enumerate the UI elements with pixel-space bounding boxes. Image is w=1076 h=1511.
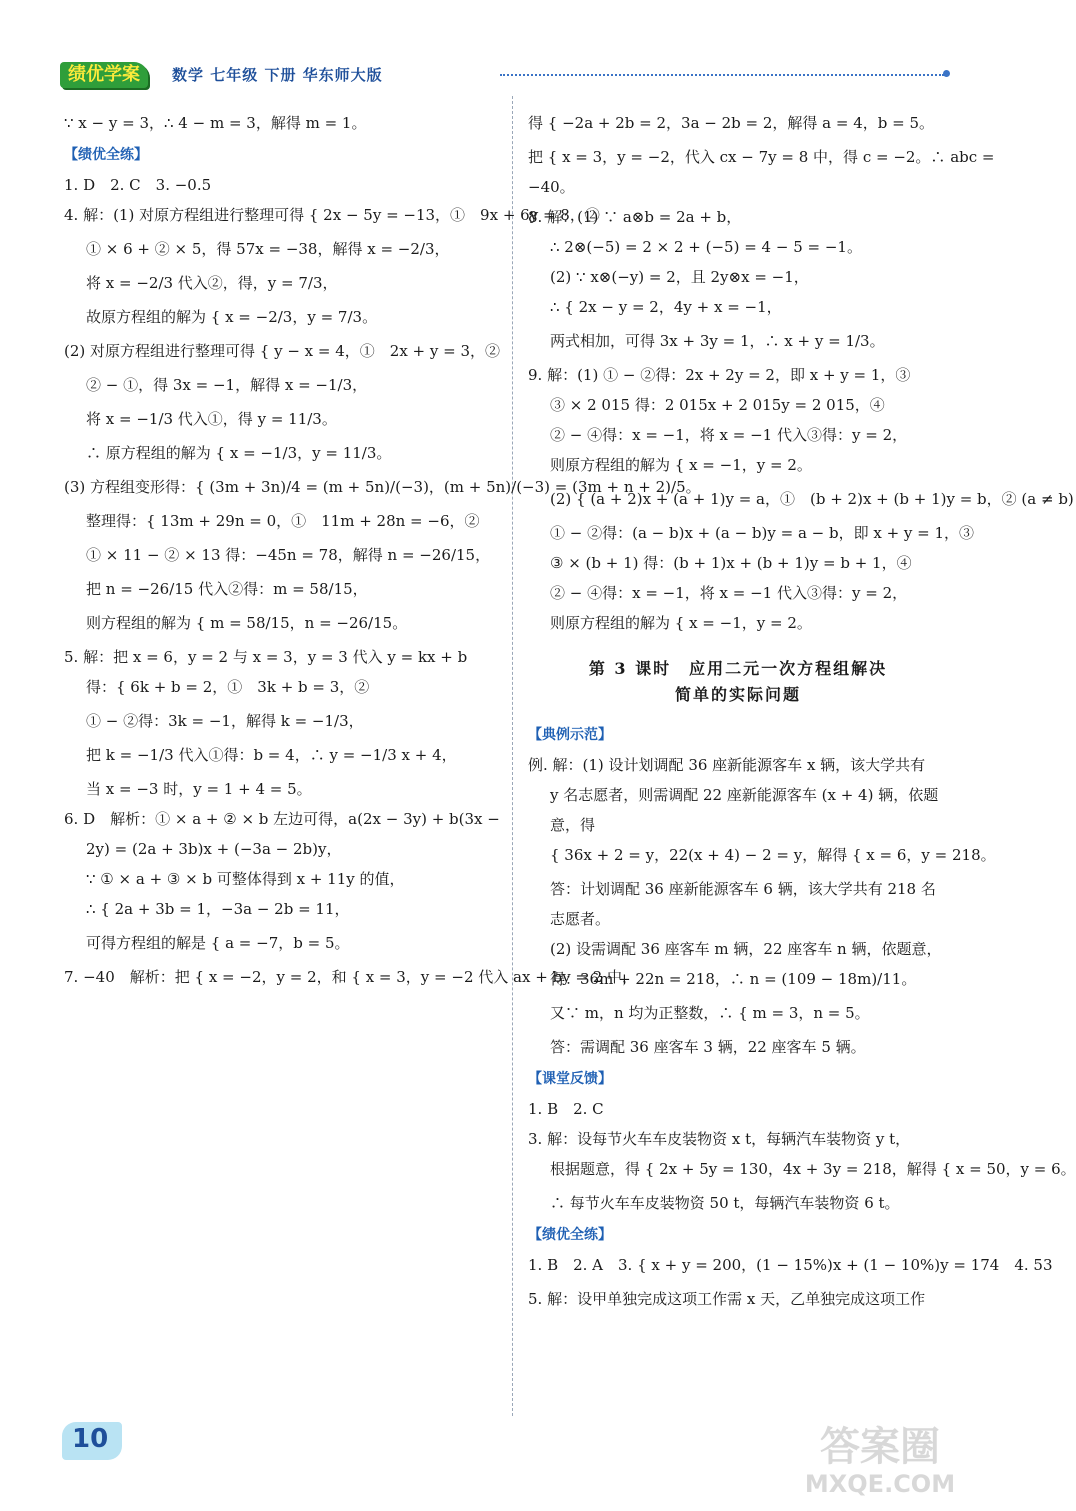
text-line: ∴ 每节火车车皮装物资 50 t，每辆汽车装物资 6 t。 (550, 1194, 900, 1212)
text-line: ∵ ① × a + ③ × b 可整体得到 x + 11y 的值， (86, 870, 405, 888)
text-line: (2) 对原方程组进行整理可得 { y − x = 4，① 2x + y = 3，② (64, 342, 501, 360)
answer-line: 1. D 2. C 3. −0.5 (64, 176, 212, 194)
header-rule-dot (943, 70, 950, 77)
text-line: 则方程组的解为 { m = 58/15，n = −26/15。 (86, 614, 408, 632)
header-subject: 数学 七年级 下册 华东师大版 (172, 66, 383, 84)
text-line: 把 n = −26/15 代入②得：m = 58/15， (86, 580, 368, 598)
answer-line: 4. 解：(1) 对原方程组进行整理可得 { 2x − 5y = −13，① 9x + 6y = 8，② (64, 206, 600, 224)
text-line: ① × 11 − ② × 13 得：−45n = 78，解得 n = −26/15， (86, 546, 491, 564)
text-line: y 名志愿者，则需调配 22 座新能源客车 (x + 4) 辆，依题 (550, 786, 939, 804)
answer-line: 9. 解：(1) ① − ②得：2x + 2y = 2，即 x + y = 1，③ (528, 366, 911, 384)
text-line: 又∵ m，n 均为正整数，∴ { m = 3，n = 5。 (550, 1004, 870, 1022)
text-line: ∴ { 2x − y = 2，4y + x = −1， (550, 298, 782, 316)
text-line: ∴ 2⊗(−5) = 2 × 2 + (−5) = 4 − 5 = −1。 (550, 238, 862, 256)
text-line: (2) 设需调配 36 座客车 m 辆，22 座客车 n 辆，依题意， (550, 940, 942, 958)
text-line: ① − ②得：3k = −1，解得 k = −1/3， (86, 712, 364, 730)
text-line: 2y) = (2a + 3b)x + (−3a − 2b)y， (86, 840, 342, 858)
text-line: (2) ∵ x⊗(−y) = 2，且 2y⊗x = −1， (550, 268, 809, 286)
text-line: ③ × (b + 1) 得：(b + 1)x + (b + 1)y = b + 1，④ (550, 554, 912, 572)
text-line: ① − ②得：(a − b)x + (a − b)y = a − b，即 x + y = 1，③ (550, 524, 975, 542)
text-line: ∵ x − y = 3，∴ 4 − m = 3，解得 m = 1。 (64, 114, 367, 132)
text-line: 将 x = −1/3 代入①，得 y = 11/3。 (86, 410, 337, 428)
watermark-url: MXQE.COM (804, 1470, 956, 1498)
text-line: ③ × 2 015 得：2 015x + 2 015y = 2 015，④ (550, 396, 885, 414)
brand-logo: 绩优学案 (60, 62, 148, 88)
column-divider (512, 96, 513, 1416)
text-line: 整理得：{ 13m + 29n = 0，① 11m + 28n = −6，② (86, 512, 480, 530)
text-line: ① × 6 + ② × 5，得 57x = −38，解得 x = −2/3， (86, 240, 450, 258)
text-line: 当 x = −3 时，y = 1 + 4 = 5。 (86, 780, 312, 798)
text-line: 答：计划调配 36 座新能源客车 6 辆，该大学共有 218 名 (550, 880, 936, 898)
section-tag: 【典例示范】 (528, 727, 612, 743)
text-line: 答：需调配 36 座客车 3 辆，22 座客车 5 辆。 (550, 1038, 866, 1056)
watermark-title: 答案圈 (820, 1424, 940, 1470)
text-line: ② − ④得：x = −1，将 x = −1 代入③得：y = 2， (550, 584, 908, 602)
answer-line: 7. −40 解析：把 { x = −2，y = 2，和 { x = 3，y = −2 代入 ax + by = 2 中， (64, 968, 638, 986)
text-line: 得：36m + 22n = 218，∴ n = (109 − 18m)/11。 (550, 970, 917, 988)
text-line: 意，得 (550, 816, 596, 834)
text-line: −40。 (528, 178, 575, 196)
page-header (60, 62, 950, 92)
answer-line: 5. 解：设甲单独完成这项工作需 x 天，乙单独完成这项工作 (528, 1290, 926, 1308)
text-line: 将 x = −2/3 代入②，得，y = 7/3， (86, 274, 338, 292)
answer-line: 3. 解：设每节火车车皮装物资 x t，每辆汽车装物资 y t， (528, 1130, 911, 1148)
section-tag: 【绩优全练】 (528, 1227, 612, 1243)
text-line: 可得方程组的解是 { a = −7，b = 5。 (86, 934, 350, 952)
answer-line: 1. B 2. A 3. { x + y = 200，(1 − 15%)x + (1 − 10%)y = 174 4. 53 (528, 1256, 1053, 1274)
text-line: 得：{ 6k + b = 2，① 3k + b = 3，② (86, 678, 370, 696)
text-line: 则原方程组的解为 { x = −1，y = 2。 (550, 614, 812, 632)
lesson-title-line: 简单的实际问题 (674, 685, 801, 704)
text-line: 两式相加，可得 3x + 3y = 1，∴ x + y = 1/3。 (550, 332, 885, 350)
lesson-title-line: 第 3 课时 应用二元一次方程组解决 (588, 659, 888, 678)
text-line: 根据题意，得 { 2x + 5y = 130，4x + 3y = 218，解得 { x = 50，y = 6。 (550, 1160, 1076, 1178)
text-line: ∴ { 2a + 3b = 1，−3a − 2b = 11， (86, 900, 350, 918)
text-line: ∴ 原方程组的解为 { x = −1/3，y = 11/3。 (86, 444, 392, 462)
section-tag: 【课堂反馈】 (528, 1071, 612, 1087)
text-line: 把 k = −1/3 代入①得：b = 4，∴ y = −1/3 x + 4， (86, 746, 457, 764)
answer-line: 例. 解：(1) 设计划调配 36 座新能源客车 x 辆，该大学共有 (528, 756, 926, 774)
text-line: 志愿者。 (550, 910, 611, 928)
right-column (528, 112, 1076, 1318)
text-line: 故原方程组的解为 { x = −2/3，y = 7/3。 (86, 308, 378, 326)
header-dotted-rule (500, 74, 944, 76)
answer-line: 1. B 2. C (528, 1100, 604, 1118)
text-line: 则原方程组的解为 { x = −1，y = 2。 (550, 456, 812, 474)
lesson-title (528, 656, 948, 708)
text-line: ② − ①，得 3x = −1，解得 x = −1/3， (86, 376, 368, 394)
text-line: { 36x + 2 = y，22(x + 4) − 2 = y，解得 { x = 6，y = 218。 (550, 846, 996, 864)
text-line: (3) 方程组变形得：{ (3m + 3n)/4 = (m + 5n)/(−3)，(m + 5n)/(−3) = (3m + n + 2)/5。 (64, 478, 701, 496)
section-tag: 【绩优全练】 (64, 147, 148, 163)
watermark-logo (780, 1412, 980, 1502)
answer-line: 5. 解：把 x = 6，y = 2 与 x = 3，y = 3 代入 y = kx + b (64, 648, 468, 666)
text-line: 把 { x = 3，y = −2，代入 cx − 7y = 8 中，得 c = −2。∴ abc = (528, 148, 995, 166)
answer-line: 6. D 解析：① × a + ② × b 左边可得，a(2x − 3y) + b(3x − (64, 810, 500, 828)
text-line: 得 { −2a + 2b = 2，3a − 2b = 2，解得 a = 4，b = 5。 (528, 114, 935, 132)
page-number: 10 (72, 1424, 109, 1454)
answer-line: 8. 解：(1) ∵ a⊗b = 2a + b， (528, 208, 742, 226)
text-line: (2) { (a + 2)x + (a + 1)y = a，① (b + 2)x + (b + 1)y = b，② (a ≠ b) (550, 490, 1074, 508)
text-line: ② − ④得：x = −1，将 x = −1 代入③得：y = 2， (550, 426, 908, 444)
